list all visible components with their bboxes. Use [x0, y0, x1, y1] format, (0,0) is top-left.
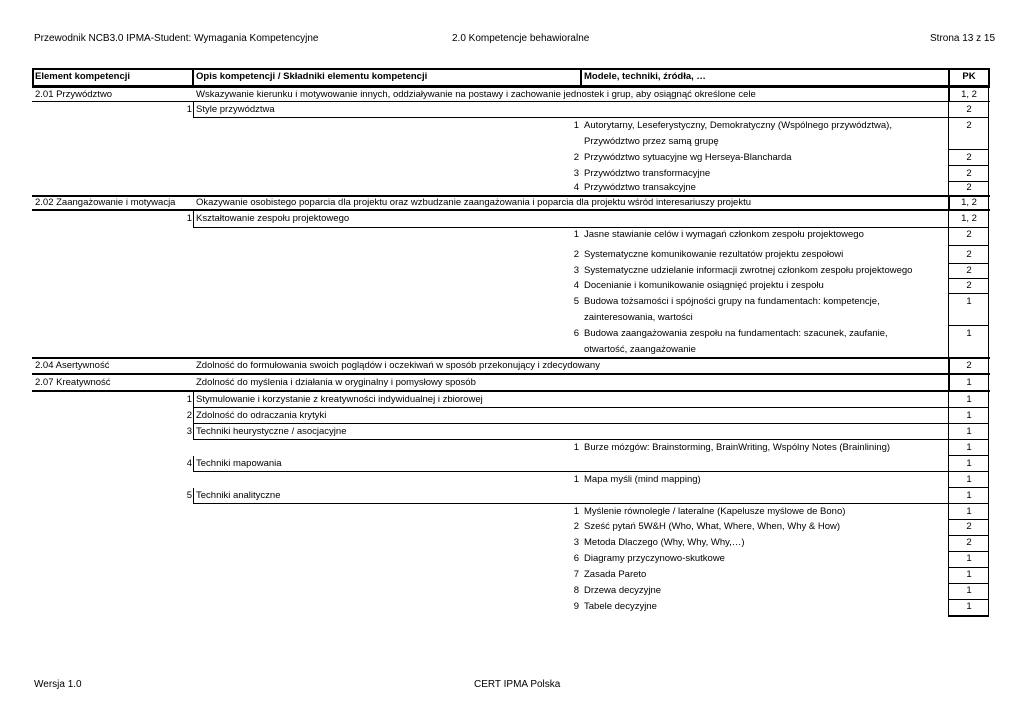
element-name: 2.07 Kreatywność [35, 377, 111, 388]
item-text: Przywództwo transakcyjne [584, 182, 696, 193]
item-text: Budowa tożsamości i spójności grupy na fundamentach: kompetencje, zainteresowania, wartości [584, 296, 880, 323]
pk-value: 2 [966, 168, 972, 179]
doc-header-page: Strona 13 z 15 [930, 33, 996, 44]
col-header-pk: PK [962, 71, 976, 82]
doc-header-section: 2.0 Kompetencje behawioralne [452, 33, 590, 44]
pk-value: 1 [966, 410, 972, 421]
pk-value: 1 [966, 601, 972, 612]
pk-value: 1, 2 [961, 89, 977, 100]
item-text: Przywództwo sytuacyjne wg Herseya-Blancharda [584, 152, 792, 163]
item-number: 1 [573, 442, 579, 453]
item-text: Tabele decyzyjne [584, 601, 657, 612]
item-number: 8 [573, 585, 579, 596]
pk-value: 1 [966, 506, 972, 517]
item-text: Sześć pytań 5W&H (Who, What, Where, When, Why & How) [584, 521, 841, 532]
doc-footer-version: Wersja 1.0 [34, 679, 82, 690]
item-text: Myślenie równoległe / lateralne (Kapelusze myślowe de Bono) [584, 506, 846, 517]
element-name: 2.02 Zaangażowanie i motywacja [35, 197, 176, 208]
item-text: Burze mózgów: Brainstorming, BrainWriting, Wspólny Notes (Brainlining) [584, 442, 891, 453]
item-number: 1 [573, 229, 579, 240]
item-number: 3 [186, 426, 192, 437]
item-text: Metoda Dlaczego (Why, Why, Why,…) [584, 537, 745, 548]
item-text: Jasne stawianie celów i wymagań członkom zespołu projektowego [584, 229, 864, 240]
pk-value: 2 [966, 280, 972, 291]
item-number: 2 [573, 521, 579, 532]
pk-value: 2 [966, 537, 972, 548]
item-number: 1 [573, 120, 579, 131]
pk-value: 2 [966, 229, 972, 240]
item-number: 2 [186, 410, 192, 421]
pk-value: 2 [966, 120, 972, 131]
item-number: 3 [573, 168, 579, 179]
element-name: 2.04 Asertywność [35, 360, 110, 371]
item-text: Techniki mapowania [196, 458, 282, 469]
item-text: Przywództwo transformacyjne [584, 168, 711, 179]
item-number: 5 [573, 296, 579, 307]
pk-value: 1 [966, 458, 972, 469]
item-text: Budowa zaangażowania zespołu na fundamentach: szacunek, zaufanie, otwartość, zaangażowanie [584, 328, 888, 355]
item-text: Techniki analityczne [196, 490, 281, 501]
element-desc: Okazywanie osobistego poparcia dla projektu oraz wzbudzanie zaangażowania i poparcia dla projektu wśród interesariuszy projektu [196, 197, 752, 208]
item-number: 1 [186, 104, 192, 115]
pk-value: 2 [966, 249, 972, 260]
pk-value: 1 [966, 394, 972, 405]
item-text: Mapa myśli (mind mapping) [584, 474, 701, 485]
item-number: 3 [573, 265, 579, 276]
pk-value: 1 [966, 553, 972, 564]
col-header-element: Element kompetencji [35, 71, 131, 82]
element-desc: Zdolność do myślenia i działania w oryginalny i pomysłowy sposób [196, 377, 476, 388]
item-text: Kształtowanie zespołu projektowego [196, 213, 350, 224]
item-text: Zasada Pareto [584, 569, 647, 580]
pk-value: 1 [966, 377, 972, 388]
pk-value: 2 [966, 360, 972, 371]
doc-footer-org: CERT IPMA Polska [474, 679, 561, 690]
item-text: Zdolność do odraczania krytyki [196, 410, 327, 421]
item-text: Diagramy przyczynowo-skutkowe [584, 553, 725, 564]
pk-value: 1 [966, 328, 972, 339]
item-text: Systematyczne udzielanie informacji zwrotnej członkom zespołu projektowego [584, 265, 913, 276]
pk-value: 1 [966, 585, 972, 596]
item-number: 2 [573, 152, 579, 163]
item-number: 9 [573, 601, 579, 612]
item-text: Stymulowanie i korzystanie z kreatywności indywidualnej i zbiorowej [196, 394, 483, 405]
item-number: 1 [186, 213, 192, 224]
item-number: 4 [186, 458, 192, 469]
item-number: 6 [573, 553, 579, 564]
pk-value: 1 [966, 569, 972, 580]
item-number: 7 [573, 569, 579, 580]
pk-value: 2 [966, 104, 972, 115]
item-number: 4 [573, 182, 579, 193]
pk-value: 1 [966, 296, 972, 307]
element-desc: Wskazywanie kierunku i motywowanie innych, oddziaływanie na postawy i zachowanie jednostek i grup, aby osiągnąć określone cele [196, 89, 756, 100]
pk-value: 1, 2 [961, 213, 977, 224]
item-text: Style przywództwa [196, 104, 275, 115]
pk-value: 2 [966, 182, 972, 193]
item-number: 1 [573, 474, 579, 485]
item-number: 6 [573, 328, 579, 339]
element-desc: Zdolność do formułowania swoich poglądów i oczekiwań w sposób przekonujący i zdecydowany [196, 360, 600, 371]
item-number: 1 [573, 506, 579, 517]
pk-value: 2 [966, 152, 972, 163]
item-text: Docenianie i komunikowanie osiągnięć projektu i zespołu [584, 280, 824, 291]
item-text: Autorytarny, Leseferystyczny, Demokratyczny (Wspólnego przywództwa), Przywództwo przez samą grupę [584, 120, 892, 147]
pk-value: 1, 2 [961, 197, 977, 208]
pk-value: 1 [966, 426, 972, 437]
pk-value: 2 [966, 265, 972, 276]
pk-value: 1 [966, 474, 972, 485]
element-name: 2.01 Przywództwo [35, 89, 113, 100]
pk-value: 2 [966, 521, 972, 532]
item-text: Techniki heurystyczne / asocjacyjne [196, 426, 347, 437]
item-text: Drzewa decyzyjne [584, 585, 662, 596]
item-number: 4 [573, 280, 579, 291]
pk-value: 1 [966, 490, 972, 501]
item-number: 1 [186, 394, 192, 405]
item-text: Systematyczne komunikowanie rezultatów projektu zespołowi [584, 249, 844, 260]
col-header-modele: Modele, techniki, źródła, … [584, 71, 706, 82]
pk-value: 1 [966, 442, 972, 453]
item-number: 2 [573, 249, 579, 260]
doc-header-title: Przewodnik NCB3.0 IPMA-Student: Wymagania Kompetencyjne [34, 33, 319, 44]
col-header-opis: Opis kompetencji / Składniki elementu kompetencji [196, 71, 428, 82]
item-number: 3 [573, 537, 579, 548]
item-number: 5 [186, 490, 192, 501]
